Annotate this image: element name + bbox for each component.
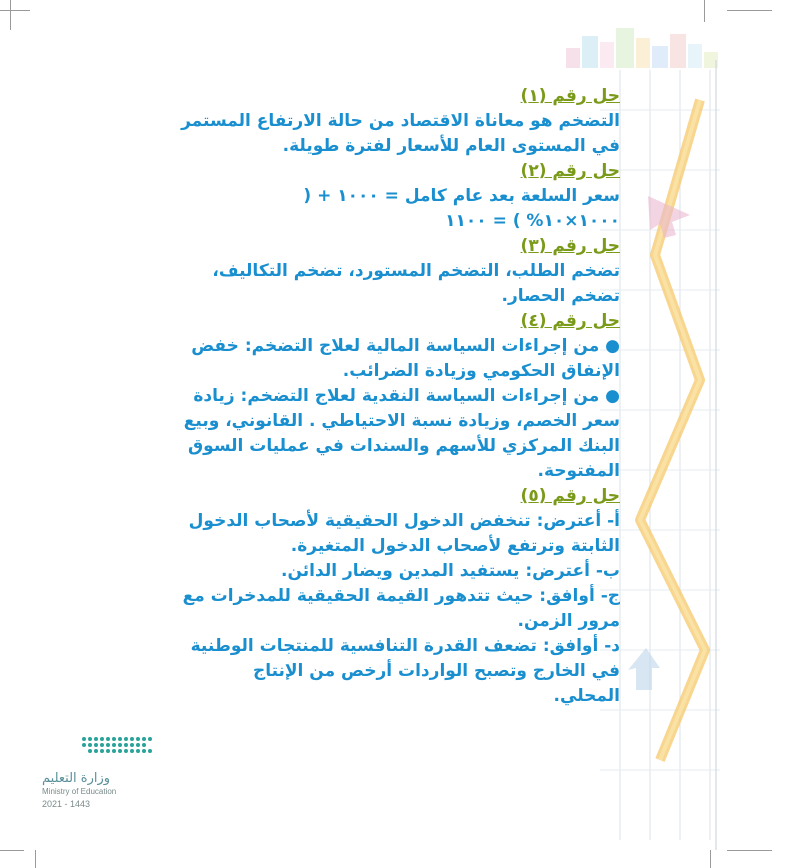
solutions-content [158,84,620,709]
ministry-year: 2021 - 1443 [42,799,91,809]
ministry-logo-icon [40,733,160,767]
solution-text-line: تضخم الطلب، التضخم المستورد، تضخم التكاليف، [212,261,620,281]
solution-text-line: التضخم هو معاناة الاقتصاد من حالة الارتفاع المستمر [181,111,620,131]
solution-text-line: ب- أعترض: يستفيد المدين ويضار الدائن. [281,561,620,581]
solution-text-line: ج- أوافق: حيث تتدهور القيمة الحقيقية للمدخرات مع [182,586,620,606]
solution-text-line: المحلي. [553,686,620,706]
solution-text-line: سعر الخصم، وزيادة نسبة الاحتياطي . القانوني، وبيع [183,411,620,431]
solution-text-line: أ- أعترض: تنخفض الدخول الحقيقية لأصحاب الدخول [188,511,620,531]
solution-text-line: الإنفاق الحكومي وزيادة الضرائب. [342,361,620,381]
solution-text-line: تضخم الحصار. [501,286,620,306]
solution-text-line: في الخارج وتصبح الواردات أرخص من الإنتاج [252,661,620,681]
solution-heading: حل رقم (٥) [520,486,620,506]
solution-text-line: مرور الزمن. [517,611,620,631]
solution-heading: حل رقم (٣) [520,236,620,256]
solution-heading: حل رقم (٤) [520,311,620,331]
solution-text-line: في المستوى العام للأسعار لفترة طويلة. [282,136,620,156]
solution-text-line: ١٠٠٠×١٠% ) = ١١٠٠ [445,211,620,231]
solution-text-line: البنك المركزي للأسهم والسندات في عمليات السوق [187,436,620,456]
solution-text-line: د- أوافق: تضعف القدرة التنافسية للمنتجات الوطنية [190,636,620,656]
solution-text-line: المفتوحة. [537,461,620,481]
solution-text-line: ● من إجراءات السياسة النقدية لعلاج التضخم: زيادة [193,386,620,406]
solution-heading: حل رقم (٢) [520,161,620,181]
solution-heading: حل رقم (١) [520,86,620,106]
ministry-logo [40,733,160,813]
solution-text-line: ● من إجراءات السياسة المالية لعلاج التضخم: خفض [191,336,620,356]
solution-text-line: الثابتة وترتفع لأصحاب الدخول المتغيرة. [290,536,620,556]
ministry-name-ar: وزارة التعليم [42,771,111,786]
ministry-name-en: Ministry of Education [42,787,117,796]
solution-text-line: سعر السلعة بعد عام كامل = ١٠٠٠ + ( [303,186,620,206]
